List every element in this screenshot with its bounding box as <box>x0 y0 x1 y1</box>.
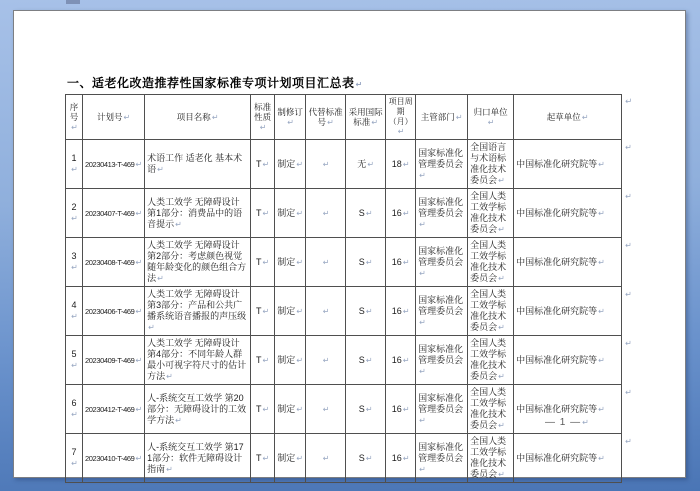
table-cell <box>83 189 145 238</box>
paragraph-mark-icon: ↵ <box>419 317 426 327</box>
cell-text: 全国人类工效学标准化技术委员会 <box>470 289 507 332</box>
header-cell-label: 起草单位 <box>546 111 581 122</box>
table-cell <box>145 336 251 385</box>
table-cell <box>514 140 622 189</box>
cell-text: 人-系统交互工效学 第171部分：软件无障碍设计指南 <box>147 441 244 474</box>
table-cell <box>251 140 275 189</box>
cell-text: 20230407-T-469 <box>85 208 135 218</box>
paragraph-mark-icon: ↵ <box>296 257 304 267</box>
table-cell <box>83 140 145 189</box>
table-cell <box>83 287 145 336</box>
cell-text: 20230413-T-469 <box>85 159 135 169</box>
table-cell <box>145 434 251 483</box>
cell-text: S <box>358 354 365 365</box>
paragraph-mark-icon: ↵ <box>262 306 270 316</box>
table-cell <box>251 336 275 385</box>
table-header-row <box>66 95 642 140</box>
table-cell <box>275 287 306 336</box>
table-cell <box>83 336 145 385</box>
table-cell <box>145 140 251 189</box>
cell-text: 人类工效学 无障碍设计 第3部分：产品和公共广播系统语音播报的声压级 <box>147 289 247 321</box>
paragraph-mark-icon: ↵ <box>355 80 363 89</box>
paragraph-mark-icon: ↵ <box>296 355 304 365</box>
row-end-paragraph-mark-icon: ↵ <box>625 191 632 201</box>
paragraph-mark-icon: ↵ <box>211 112 219 122</box>
paragraph-mark-icon: ↵ <box>498 323 505 332</box>
row-end-paragraph-mark-icon: ↵ <box>625 436 632 446</box>
table-cell <box>251 385 275 434</box>
table-cell <box>514 189 622 238</box>
table-cell <box>514 238 622 287</box>
header-cell-label: 制修订 <box>277 106 303 117</box>
paragraph-mark-icon: ↵ <box>135 208 143 218</box>
cell-text: 术语工作 适老化 基本术语 <box>147 153 243 174</box>
cell-text: 20230406-T-469 <box>85 306 135 316</box>
table-cell <box>306 434 346 483</box>
paragraph-mark-icon: ↵ <box>71 410 78 419</box>
paragraph-mark-icon: ↵ <box>71 361 78 370</box>
paragraph-mark-icon: ↵ <box>365 355 373 365</box>
paragraph-mark-icon: ↵ <box>598 257 605 267</box>
cell-text: 制定 <box>277 354 296 365</box>
paragraph-mark-icon: ↵ <box>598 306 605 316</box>
window-tab-notch <box>66 0 80 4</box>
header-cell-label: 采用国际标准 <box>348 106 383 127</box>
cell-text: 国家标准化管理委员会 <box>418 392 464 414</box>
paragraph-mark-icon: ↵ <box>135 306 143 316</box>
cell-text: 国家标准化管理委员会 <box>418 147 464 169</box>
page-footer <box>545 417 590 428</box>
paragraph-mark-icon: ↵ <box>166 372 173 381</box>
paragraph-mark-icon: ↵ <box>498 274 505 283</box>
cell-text: 中国标准化研究院等 <box>516 305 598 316</box>
paragraph-mark-icon: ↵ <box>135 257 143 267</box>
cell-text: 中国标准化研究院等 <box>516 207 598 218</box>
cell-text: 4 <box>71 300 77 310</box>
cell-text: 人类工效学 无障碍设计 第1部分：消费品中的语音提示 <box>147 196 243 229</box>
cell-text: T <box>256 158 262 169</box>
paragraph-mark-icon: ↵ <box>262 208 270 218</box>
table-cell <box>514 287 622 336</box>
table-body <box>66 140 642 483</box>
table-cell <box>306 140 346 189</box>
table-row <box>66 287 642 336</box>
cell-text: 国家标准化管理委员会 <box>418 441 464 463</box>
title-prefix: 一、 <box>67 76 93 90</box>
header-cell-label: 项目周期（月） <box>388 97 413 126</box>
table-cell <box>145 189 251 238</box>
paragraph-mark-icon: ↵ <box>322 306 330 316</box>
table-cell <box>66 287 83 336</box>
row-end-paragraph-mark-icon: ↵ <box>625 289 632 299</box>
table-cell <box>468 238 514 287</box>
paragraph-mark-icon: ↵ <box>419 366 426 376</box>
paragraph-mark-icon: ↵ <box>498 470 505 479</box>
header-cell <box>416 95 468 140</box>
cell-text: S <box>358 256 365 267</box>
table-cell <box>306 287 346 336</box>
cell-text: T <box>256 305 262 316</box>
paragraph-mark-icon: ↵ <box>402 404 410 414</box>
paragraph-mark-icon: ↵ <box>322 208 330 218</box>
header-cell <box>514 95 622 140</box>
table-cell <box>386 140 416 189</box>
header-cell-label: 代替标准号 <box>308 106 343 127</box>
table-head <box>66 95 642 140</box>
table-cell <box>416 140 468 189</box>
table-cell <box>275 336 306 385</box>
table-cell <box>386 238 416 287</box>
paragraph-mark-icon: ↵ <box>365 306 373 316</box>
table-cell <box>306 189 346 238</box>
paragraph-mark-icon: ↵ <box>598 404 605 414</box>
cell-text: S <box>358 403 365 414</box>
paragraph-mark-icon: ↵ <box>71 312 78 321</box>
paragraph-mark-icon: ↵ <box>322 404 330 414</box>
paragraph-mark-icon: ↵ <box>419 268 426 278</box>
paragraph-mark-icon: ↵ <box>287 117 294 127</box>
table-cell <box>145 238 251 287</box>
paragraph-mark-icon: ↵ <box>402 306 410 316</box>
paragraph-mark-icon: ↵ <box>371 117 379 127</box>
cell-text: 1 <box>71 153 77 163</box>
cell-text: 中国标准化研究院等 <box>516 354 598 365</box>
cell-text: 18 <box>391 158 402 169</box>
paragraph-mark-icon: ↵ <box>123 112 131 122</box>
document-title <box>67 74 363 91</box>
cell-text: 3 <box>71 251 77 261</box>
header-cell <box>251 95 275 140</box>
table-cell <box>468 385 514 434</box>
table-cell <box>275 385 306 434</box>
paragraph-mark-icon: ↵ <box>135 159 143 169</box>
paragraph-mark-icon: ↵ <box>296 306 304 316</box>
table-cell <box>66 189 83 238</box>
table-cell <box>275 189 306 238</box>
paragraph-mark-icon: ↵ <box>402 208 410 218</box>
cell-text: 16 <box>391 354 402 365</box>
header-cell-label: 项目名称 <box>176 111 211 122</box>
cell-text: 20230412-T-469 <box>85 404 135 414</box>
cell-text: T <box>256 207 262 218</box>
table-cell <box>66 238 83 287</box>
paragraph-mark-icon: ↵ <box>135 355 143 365</box>
cell-text: 中国标准化研究院等 <box>516 403 598 414</box>
cell-text: 人类工效学 无障碍设计 第4部分：不同年龄人群最小可视字符尺寸的估计方法 <box>147 338 247 381</box>
paragraph-mark-icon: ↵ <box>71 122 78 132</box>
cell-text: 中国标准化研究院等 <box>516 158 598 169</box>
paragraph-mark-icon: ↵ <box>262 159 270 169</box>
table-cell <box>306 336 346 385</box>
paragraph-mark-icon: ↵ <box>322 159 330 169</box>
paragraph-mark-icon: ↵ <box>365 208 373 218</box>
cell-text: 全国人类工效学标准化技术委员会 <box>470 387 507 430</box>
row-end-paragraph-mark-icon: ↵ <box>625 96 633 107</box>
paragraph-mark-icon: ↵ <box>598 355 605 365</box>
table-cell <box>275 238 306 287</box>
paragraph-mark-icon: ↵ <box>296 404 304 414</box>
paragraph-mark-icon: ↵ <box>322 453 330 463</box>
paragraph-mark-icon: ↵ <box>166 464 173 474</box>
cell-text: 20230410-T-469 <box>85 453 135 463</box>
table-cell <box>83 238 145 287</box>
cell-text: 全国人类工效学标准化技术委员会 <box>470 191 507 234</box>
paragraph-mark-icon: ↵ <box>71 263 78 272</box>
table-cell <box>416 287 468 336</box>
header-cell <box>145 95 251 140</box>
table-cell <box>416 238 468 287</box>
table-cell <box>145 385 251 434</box>
table-cell <box>386 434 416 483</box>
table-cell <box>66 140 83 189</box>
paragraph-mark-icon: ↵ <box>296 453 304 463</box>
cell-text: 7 <box>71 447 77 457</box>
cell-text: 无 <box>357 158 367 169</box>
table-cell <box>386 336 416 385</box>
paragraph-mark-icon: ↵ <box>455 112 463 122</box>
header-cell <box>386 95 416 140</box>
row-end-paragraph-mark-icon: ↵ <box>625 240 632 250</box>
paragraph-mark-icon: ↵ <box>71 459 78 468</box>
table-cell <box>416 385 468 434</box>
paragraph-mark-icon: ↵ <box>402 453 410 463</box>
cell-text: 人类工效学 无障碍设计 第2部分：考虑颜色视觉随年龄变化的颜色组合方法 <box>147 240 247 283</box>
paragraph-mark-icon: ↵ <box>498 176 505 185</box>
cell-text: 制定 <box>277 158 296 169</box>
paragraph-mark-icon: ↵ <box>259 122 267 132</box>
table-cell <box>346 385 386 434</box>
paragraph-mark-icon: ↵ <box>498 421 505 430</box>
table-cell <box>346 238 386 287</box>
cell-text: 16 <box>391 403 402 414</box>
paragraph-mark-icon: ↵ <box>262 257 270 267</box>
paragraph-mark-icon: ↵ <box>402 159 410 169</box>
header-cell <box>346 95 386 140</box>
cell-text: 全国人类工效学标准化技术委员会 <box>470 338 507 381</box>
paragraph-mark-icon: ↵ <box>598 208 605 218</box>
paragraph-mark-icon: ↵ <box>419 464 426 474</box>
cell-text: 16 <box>391 256 402 267</box>
table-cell <box>83 434 145 483</box>
paragraph-mark-icon: ↵ <box>598 453 605 463</box>
cell-text: 16 <box>391 207 402 218</box>
cell-text: 20230408-T-469 <box>85 257 135 267</box>
paragraph-mark-icon: ↵ <box>419 219 426 229</box>
paragraph-mark-icon: ↵ <box>322 257 330 267</box>
row-end-paragraph-mark-icon: ↵ <box>625 142 632 152</box>
table-cell <box>468 140 514 189</box>
paragraph-mark-icon: ↵ <box>419 170 426 180</box>
paragraph-mark-icon: ↵ <box>157 274 164 283</box>
table-cell <box>251 434 275 483</box>
table-cell <box>275 434 306 483</box>
paragraph-mark-icon: ↵ <box>296 208 304 218</box>
header-cell <box>275 95 306 140</box>
cell-text: 国家标准化管理委员会 <box>418 196 464 218</box>
paragraph-mark-icon: ↵ <box>322 355 330 365</box>
cell-text: 制定 <box>277 305 296 316</box>
cell-text: S <box>358 452 365 463</box>
table-cell <box>275 140 306 189</box>
paragraph-mark-icon: ↵ <box>296 159 304 169</box>
table-row <box>66 189 642 238</box>
table-row <box>66 140 642 189</box>
paragraph-mark-icon: ↵ <box>71 214 78 223</box>
paragraph-mark-icon: ↵ <box>582 418 590 427</box>
paragraph-mark-icon: ↵ <box>402 355 410 365</box>
cell-text: 中国标准化研究院等 <box>516 452 598 463</box>
paragraph-mark-icon: ↵ <box>135 453 143 463</box>
paragraph-mark-icon: ↵ <box>598 159 605 169</box>
row-end-paragraph-mark-icon: ↵ <box>625 338 632 348</box>
table-cell <box>416 434 468 483</box>
cell-text: 国家标准化管理委员会 <box>418 294 464 316</box>
cell-text: 6 <box>71 398 77 408</box>
table-cell <box>306 238 346 287</box>
header-cell <box>306 95 346 140</box>
paragraph-mark-icon: ↵ <box>148 323 155 332</box>
cell-text: 制定 <box>277 256 296 267</box>
cell-text: 2 <box>71 202 77 212</box>
paragraph-mark-icon: ↵ <box>397 127 405 136</box>
paragraph-mark-icon: ↵ <box>262 355 270 365</box>
paragraph-mark-icon: ↵ <box>498 225 505 234</box>
header-cell-label: 归口单位 <box>473 106 508 117</box>
paragraph-mark-icon: ↵ <box>135 404 143 414</box>
paragraph-mark-icon: ↵ <box>581 112 589 122</box>
table-cell <box>251 287 275 336</box>
header-cell <box>468 95 514 140</box>
paragraph-mark-icon: ↵ <box>365 404 373 414</box>
table-cell <box>251 189 275 238</box>
table-row <box>66 238 642 287</box>
cell-text: S <box>358 305 365 316</box>
table-cell <box>416 189 468 238</box>
table-cell <box>468 336 514 385</box>
header-cell-label: 序号 <box>69 101 79 122</box>
paragraph-mark-icon: ↵ <box>327 117 334 127</box>
cell-text: 全国人类工效学标准化技术委员会 <box>470 436 507 479</box>
paragraph-mark-icon: ↵ <box>487 117 495 127</box>
table-cell <box>514 434 622 483</box>
paragraph-mark-icon: ↵ <box>367 159 375 169</box>
table-cell <box>514 336 622 385</box>
table-cell <box>346 287 386 336</box>
table-row <box>66 434 642 483</box>
cell-text: 人-系统交互工效学 第20部分：无障碍设计的工效学方法 <box>147 392 247 425</box>
header-cell-label: 计划号 <box>96 111 123 122</box>
cell-text: 中国标准化研究院等 <box>516 256 598 267</box>
paragraph-mark-icon: ↵ <box>157 165 164 174</box>
table-cell <box>468 189 514 238</box>
cell-text: 全国人类工效学标准化技术委员会 <box>470 240 507 283</box>
header-cell-label: 主管部门 <box>420 111 455 122</box>
table-cell <box>66 434 83 483</box>
table-cell <box>83 385 145 434</box>
table-cell <box>346 336 386 385</box>
table-cell <box>386 287 416 336</box>
cell-text: S <box>358 207 365 218</box>
table-cell <box>145 287 251 336</box>
paragraph-mark-icon: ↵ <box>71 165 78 174</box>
title-text: 适老化改造推荐性国家标准专项计划项目汇总表 <box>92 76 355 90</box>
cell-text: 制定 <box>277 452 296 463</box>
table-cell <box>468 434 514 483</box>
table-cell <box>416 336 468 385</box>
paragraph-mark-icon: ↵ <box>498 372 505 381</box>
row-end-paragraph-mark-icon: ↵ <box>625 387 632 397</box>
table-cell <box>346 434 386 483</box>
cell-text: T <box>256 354 262 365</box>
table-cell <box>386 385 416 434</box>
document-page[interactable] <box>13 10 686 478</box>
cell-text: 全国语言与术语标准化技术委员会 <box>470 142 507 185</box>
paragraph-mark-icon: ↵ <box>262 453 270 463</box>
header-cell <box>66 95 83 140</box>
table-cell <box>66 385 83 434</box>
paragraph-mark-icon: ↵ <box>419 415 426 425</box>
table-cell <box>251 238 275 287</box>
table-row <box>66 336 642 385</box>
table-cell <box>468 287 514 336</box>
cell-text: 国家标准化管理委员会 <box>418 343 464 365</box>
cell-text: T <box>256 452 262 463</box>
header-cell <box>83 95 145 140</box>
paragraph-mark-icon: ↵ <box>262 404 270 414</box>
cell-text: 20230409-T-469 <box>85 355 135 365</box>
table-cell <box>346 140 386 189</box>
paragraph-mark-icon: ↵ <box>175 219 182 229</box>
cell-text: T <box>256 256 262 267</box>
cell-text: 国家标准化管理委员会 <box>418 245 464 267</box>
cell-text: 16 <box>391 305 402 316</box>
cell-text: 制定 <box>277 403 296 414</box>
paragraph-mark-icon: ↵ <box>365 257 373 267</box>
cell-text: 16 <box>391 452 402 463</box>
table-cell <box>346 189 386 238</box>
cell-text: 制定 <box>277 207 296 218</box>
paragraph-mark-icon: ↵ <box>365 453 373 463</box>
cell-text: 5 <box>71 349 77 359</box>
table-cell <box>66 336 83 385</box>
paragraph-mark-icon: ↵ <box>402 257 410 267</box>
table-cell <box>386 189 416 238</box>
paragraph-mark-icon: ↵ <box>175 415 182 425</box>
table-cell <box>306 385 346 434</box>
cell-text: T <box>256 403 262 414</box>
page-number: — 1 — <box>545 417 582 428</box>
header-cell-label: 标准性质 <box>254 101 272 122</box>
